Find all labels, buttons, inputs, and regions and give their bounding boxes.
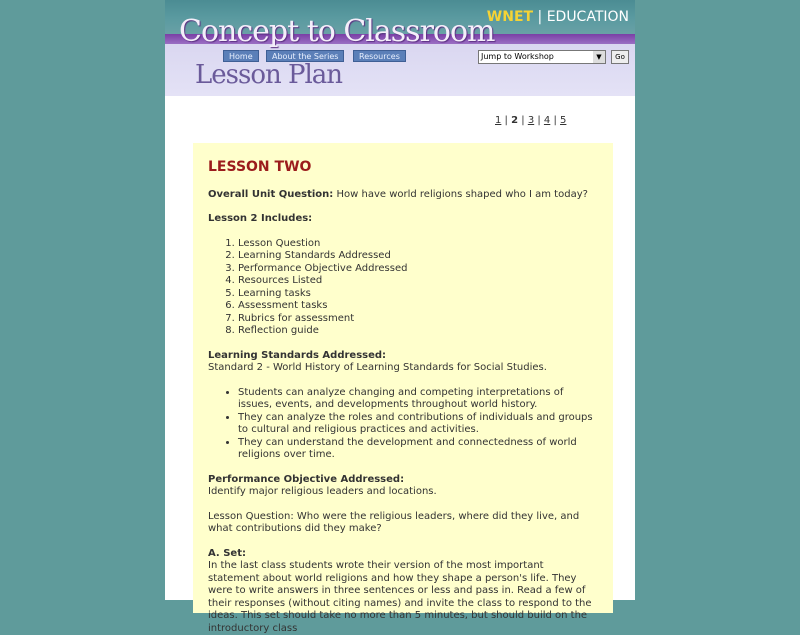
includes-list (208, 238, 598, 338)
wnet-logo[interactable]: WNET | EDUCATION (486, 9, 629, 25)
list-item: 5. Learning tasks (238, 288, 598, 301)
lesson-content (193, 143, 613, 634)
standards-text: Standard 2 - World History of Learning Standards for Social Studies. (208, 362, 547, 373)
standards-list (208, 387, 598, 462)
site-header (165, 0, 635, 96)
list-item: 8. Reflection guide (238, 325, 598, 338)
objective-label (208, 474, 598, 487)
set-label-text: A. Set: (208, 547, 246, 559)
page-link-1[interactable]: 1 (495, 115, 502, 126)
standards-label (208, 350, 598, 363)
section-title: Lesson Plan (195, 60, 343, 90)
brand-rest: EDUCATION (546, 9, 629, 25)
nav-resources[interactable]: Resources (353, 50, 406, 62)
objective-label-text: Performance Objective Addressed: (208, 473, 405, 485)
lesson-question: Lesson Question: Who were the religious leaders, where did they live, and what contributions did they make? (208, 510, 580, 534)
list-item: 3. Performance Objective Addressed (238, 263, 598, 276)
site-title[interactable]: Concept to Classroom (179, 14, 495, 49)
list-item: 2. Learning Standards Addressed (238, 250, 598, 263)
unit-question (208, 189, 598, 202)
chevron-down-icon: ▼ (593, 51, 605, 63)
nav-about-series[interactable]: About the Series (266, 50, 344, 62)
includes-label-text: Lesson 2 Includes: (208, 213, 313, 224)
go-button[interactable]: Go (611, 50, 629, 64)
jump-to-workshop-select[interactable] (478, 50, 606, 64)
page-link-5[interactable]: 5 (560, 115, 567, 126)
list-item: 6. Assessment tasks (238, 300, 598, 313)
list-item: 4. Resources Listed (238, 275, 598, 288)
set-text: In the last class students wrote their version of the most important statement about world religions and how they shape a person's life. They were to write answers in three sentences or less and pass in. Read a few of their responses (without citing names) and invite the class to respond to the ideas. This set should take no more than 5 minutes, but should build on the introductory class (208, 560, 592, 634)
objective-text: Identify major religious leaders and locations. (208, 486, 437, 497)
set-label (208, 548, 598, 561)
list-item: 7. Rubrics for assessment (238, 313, 598, 326)
brand-bold: WNET (486, 9, 534, 25)
includes-label (208, 213, 598, 226)
page-link-4[interactable]: 4 (543, 115, 551, 126)
list-item: • Students can analyze changing and competing interpretations of issues, events, and developments throughout world history. (238, 387, 598, 412)
list-item: 1. Lesson Question (238, 238, 598, 251)
select-value: Jump to Workshop (481, 52, 554, 61)
list-item: • They can analyze the roles and contributions of individuals and groups to cultural and religious practices and activities. (238, 412, 598, 437)
unit-question-label: Overall Unit Question: (208, 188, 334, 200)
list-item: • They can understand the development and connectedness of world religions over time. (238, 437, 598, 462)
pagination: 1 | 2 | 3 | 4 | 5 (495, 115, 567, 126)
nav-home[interactable]: Home (223, 50, 259, 62)
lesson-title: LESSON TWO (208, 159, 312, 175)
standards-label-text: Learning Standards Addressed: (208, 349, 387, 361)
unit-question-text: How have world religions shaped who I am today? (333, 188, 588, 200)
page-link-3[interactable]: 3 (527, 115, 535, 126)
page-current: 2 (511, 115, 519, 126)
page (165, 0, 635, 634)
